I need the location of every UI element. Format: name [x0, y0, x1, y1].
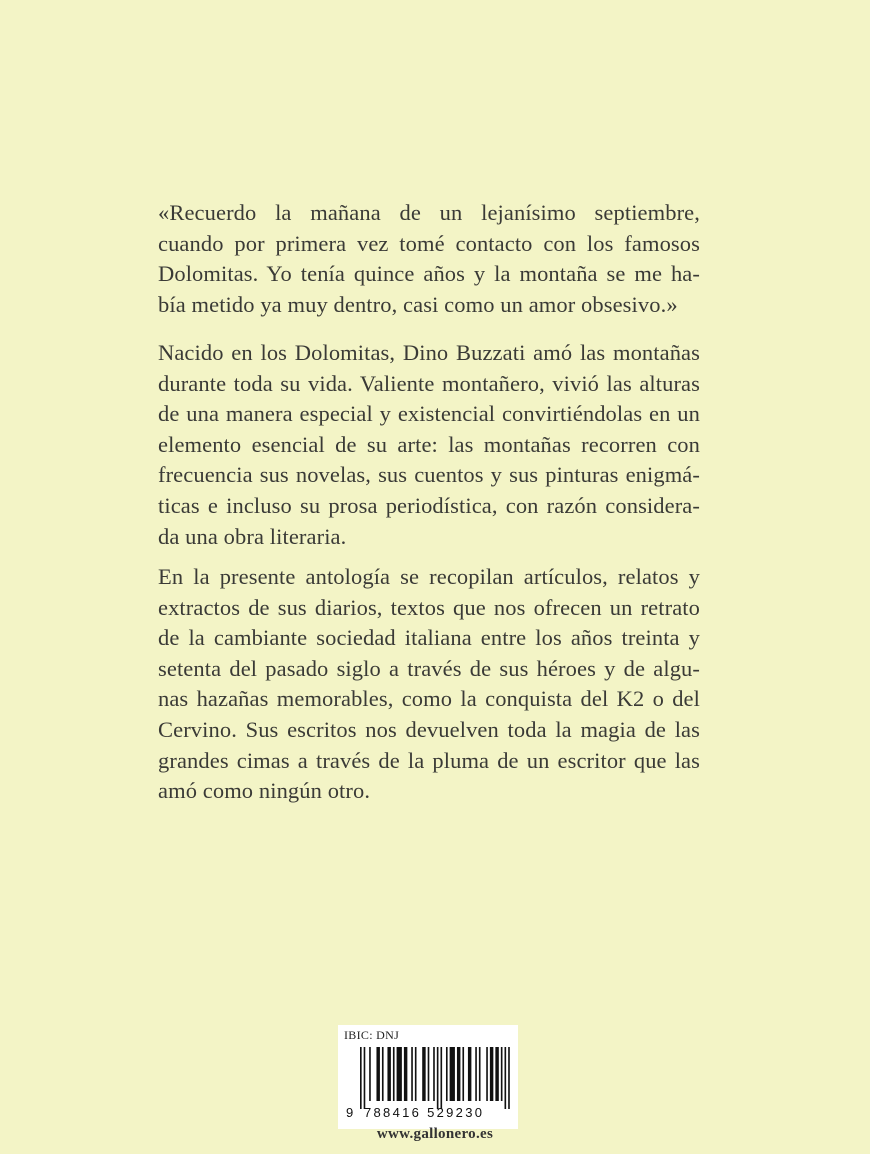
- quote-paragraph: [158, 198, 700, 320]
- barcode-bar: [360, 1047, 362, 1109]
- barcode-bar: [397, 1047, 402, 1101]
- barcode-bar: [475, 1047, 477, 1101]
- barcode-bar: [364, 1047, 366, 1109]
- text-line: Dolomitas. Yo tenía quince años y la montaña se me ha-: [158, 261, 700, 287]
- barcode-bar: [457, 1047, 460, 1101]
- barcode-bar: [508, 1047, 510, 1109]
- text-line: elemento esencial de su arte: las montañas recorren con: [158, 431, 700, 457]
- text-line: En la presente antología se recopilan artículos, relatos y: [158, 564, 700, 589]
- text-line: setenta del pasado siglo a través de sus héroes y de algu-: [158, 655, 700, 681]
- barcode-bar: [404, 1047, 407, 1101]
- barcode-bar: [376, 1047, 379, 1101]
- barcode-bar: [437, 1047, 439, 1109]
- barcode-bar: [468, 1047, 471, 1101]
- text-line: ticas e incluso su prosa periodística, con razón considera-: [158, 492, 700, 518]
- text-line: bía metido ya muy dentro, casi como un amor obsesivo.»: [158, 291, 678, 317]
- barcode-bar: [387, 1047, 390, 1101]
- barcode-bar: [486, 1047, 488, 1101]
- barcode-bar: [369, 1047, 371, 1101]
- text-line: Nacido en los Dolomitas, Dino Buzzati amó las montañas: [158, 340, 700, 365]
- text-line: da una obra literaria.: [158, 523, 347, 549]
- barcode-bar: [440, 1047, 442, 1109]
- isbn-first-digit: 9: [346, 1105, 354, 1120]
- isbn-digits: 788416 529230: [364, 1105, 485, 1120]
- barcode-bars: [360, 1047, 510, 1109]
- barcode-bar: [505, 1047, 507, 1109]
- barcode-bar: [450, 1047, 455, 1101]
- barcode-bar: [490, 1047, 493, 1101]
- barcode-bar: [382, 1047, 384, 1101]
- text-line: de la cambiante sociedad italiana entre los años treinta y: [158, 625, 700, 651]
- barcode-bar: [415, 1047, 417, 1101]
- barcode-bar: [495, 1047, 498, 1101]
- barcode-panel: [338, 1025, 518, 1129]
- author-paragraph: [158, 338, 700, 552]
- barcode-bar: [446, 1047, 448, 1101]
- barcode-bar: [428, 1047, 430, 1101]
- text-line: de una manera especial y existencial convirtiéndolas en un: [158, 401, 700, 427]
- barcode-bar: [411, 1047, 413, 1101]
- text-line: durante toda su vida. Valiente montañero, vivió las alturas: [158, 370, 700, 396]
- publisher-website: www.gallonero.es: [376, 1126, 494, 1142]
- barcode-bar: [501, 1047, 503, 1101]
- anthology-paragraph: [158, 562, 700, 807]
- barcode-bar: [393, 1047, 395, 1101]
- barcode-bar: [433, 1047, 435, 1101]
- text-line: «Recuerdo la mañana de un lejanísimo septiembre,: [158, 200, 700, 225]
- ibic-code: IBIC: DNJ: [344, 1028, 400, 1042]
- text-line: extractos de sus diarios, textos que nos ofrecen un retrato: [158, 594, 700, 620]
- barcode-bar: [422, 1047, 425, 1101]
- text-line: nas hazañas memorables, como la conquista del K2 o del: [158, 686, 700, 712]
- text-line: Cervino. Sus escritos nos devuelven toda la magia de las: [158, 716, 700, 742]
- barcode-bar: [462, 1047, 464, 1101]
- text-line: amó como ningún otro.: [158, 778, 371, 804]
- barcode-bar: [479, 1047, 481, 1101]
- text-line: grandes cimas a través de la pluma de un escritor que las: [158, 747, 700, 773]
- text-line: frecuencia sus novelas, sus cuentos y sus pinturas enigmá-: [158, 462, 700, 488]
- text-line: cuando por primera vez tomé contacto con los famosos: [158, 230, 700, 256]
